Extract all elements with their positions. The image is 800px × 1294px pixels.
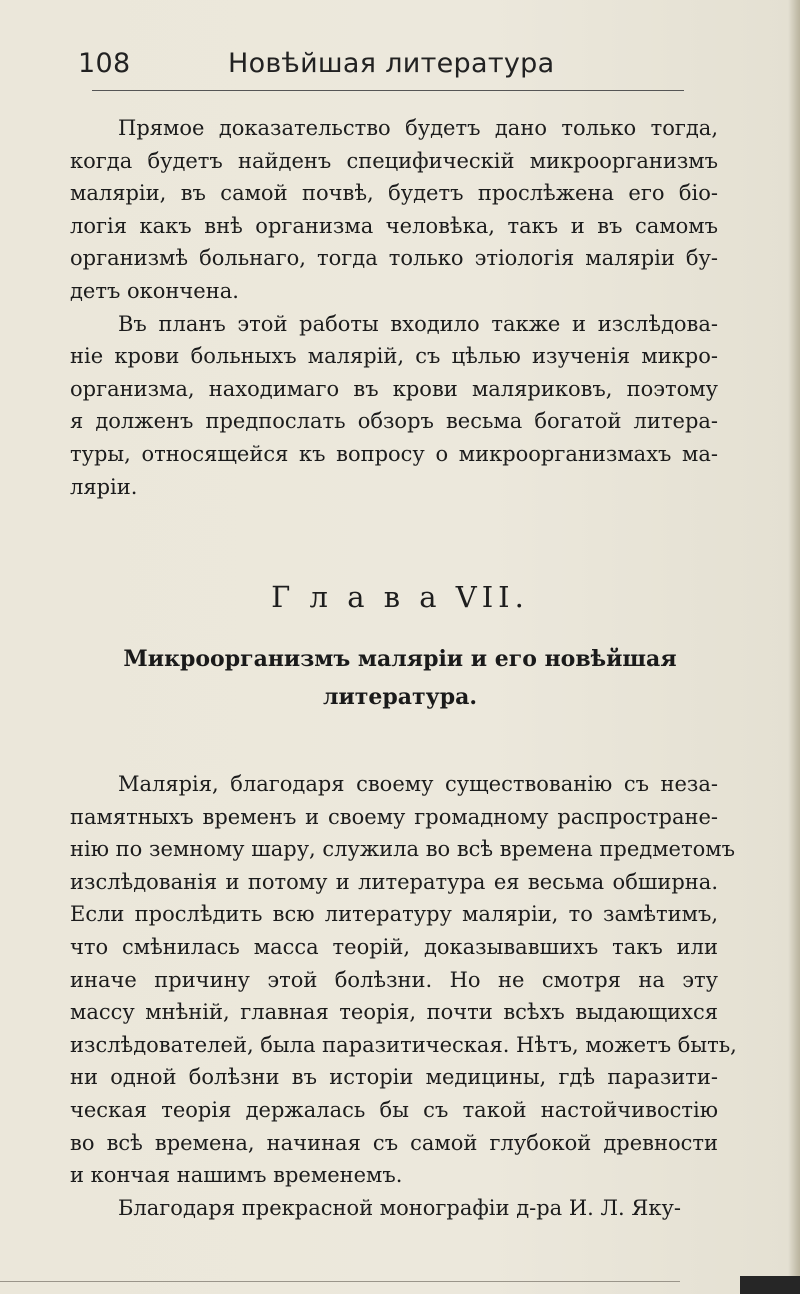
page-number: 108	[78, 48, 131, 79]
binding-corner	[740, 1276, 800, 1294]
text-line: организма, находимаго въ крови маляриковъ, поэтому	[70, 376, 718, 401]
text-line: ческая теорія держалась бы съ такой настойчивостію	[70, 1097, 718, 1122]
running-header	[78, 48, 718, 90]
text-line: Въ планъ этой работы входило также и изслѣдова-	[118, 311, 718, 336]
running-title: Новѣйшая литература	[228, 48, 555, 79]
text-line: массу мнѣній, главная теорія, почти всѣхъ выдающихся	[70, 1000, 718, 1025]
text-line: ніе крови больныхъ малярій, съ цѣлью изученія микро-	[70, 344, 718, 369]
text-line: памятныхъ временъ и своему громадному распростране-	[70, 804, 718, 829]
text-block-top	[70, 112, 718, 503]
text-line: Прямое доказательство будетъ дано только тогда,	[118, 116, 718, 140]
text-line: во всѣ времена, начиная съ самой глубокой древности	[70, 1130, 718, 1155]
page-edge-shadow	[788, 0, 800, 1294]
text-block-bottom	[70, 768, 737, 1224]
text-line: ляріи.	[70, 474, 138, 499]
chapter-subtitle	[0, 640, 800, 716]
text-line: нію по земному шару, служила во всѣ времена предметомъ	[70, 837, 735, 862]
chapter-heading: Г л а в а VII.	[271, 580, 529, 614]
text-line: туры, относящейся къ вопросу о микроорганизмахъ ма-	[70, 441, 718, 466]
text-line: Если прослѣдить всю литературу маляріи, то замѣтимъ,	[70, 902, 718, 927]
text-line: детъ окончена.	[70, 278, 239, 303]
text-line: логія какъ внѣ организма человѣка, такъ и въ самомъ	[70, 213, 718, 238]
text-line: что смѣнилась масса теорій, доказывавшихъ такъ или	[70, 934, 718, 959]
text-line: изслѣдователей, была паразитическая. Нѣтъ, можетъ быть,	[70, 1032, 737, 1057]
text-line: и кончая нашимъ временемъ.	[70, 1163, 403, 1188]
text-line: иначе причину этой болѣзни. Но не смотря на эту	[70, 967, 718, 992]
text-line: я долженъ предпослать обзоръ весьма богатой литера-	[70, 409, 718, 434]
footer-rule	[0, 1281, 680, 1282]
chapter-subtitle-line: Микроорганизмъ маляріи и его новѣйшая	[123, 646, 677, 672]
text-line: Благодаря прекрасной монографіи д-ра И. Л. Яку-	[118, 1195, 681, 1220]
header-rule	[92, 90, 684, 91]
text-line: маляріи, въ самой почвѣ, будетъ прослѣжена его біо-	[70, 181, 718, 206]
text-line: организмѣ больнаго, тогда только этіологія маляріи бу-	[70, 246, 718, 271]
text-line: Малярія, благодаря своему существованію съ неза-	[118, 772, 718, 796]
text-line: ни одной болѣзни въ исторіи медицины, гдѣ паразити-	[70, 1065, 718, 1090]
chapter-subtitle-line: литература.	[322, 684, 478, 710]
text-line: когда будетъ найденъ специфическій микроорганизмъ	[70, 148, 718, 173]
text-line: изслѣдованія и потому и литература ея весьма обширна.	[70, 869, 718, 894]
